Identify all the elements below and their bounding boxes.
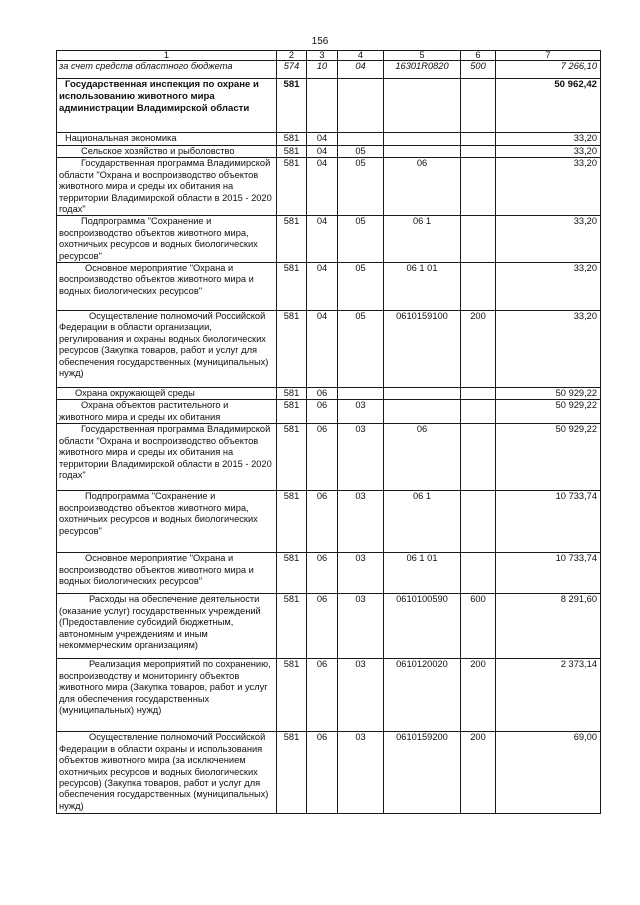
amount: 33,20	[496, 263, 601, 311]
target-article-code: 06 1 01	[384, 553, 461, 594]
amount: 69,00	[496, 732, 601, 814]
amount: 33,20	[496, 133, 601, 146]
table-row	[57, 491, 601, 553]
subsection-code: 05	[338, 311, 384, 388]
section-code: 06	[307, 553, 338, 594]
amount: 7 266,10	[496, 61, 601, 79]
section-code: 04	[307, 311, 338, 388]
expense-type-code	[461, 388, 496, 400]
column-header: 6	[461, 51, 496, 61]
subsection-code: 03	[338, 424, 384, 491]
target-article-code: 0610159200	[384, 732, 461, 814]
item-name: Расходы на обеспечение деятельности (оказание услуг) государственных учреждений (Предоставление субсидий бюджетным, автономным учреждениям и иным некоммерческим организациям)	[57, 594, 277, 659]
section-code: 04	[307, 216, 338, 263]
section-code: 06	[307, 400, 338, 424]
target-article-code	[384, 133, 461, 146]
target-article-code	[384, 388, 461, 400]
ministry-code: 581	[277, 553, 307, 594]
section-code: 06	[307, 594, 338, 659]
item-name: Государственная программа Владимирской области "Охрана и воспроизводство объектов животного мира и среды их обитания на территории Владимирской области в 2015 - 2020 годах"	[57, 424, 277, 491]
table-row	[57, 311, 601, 388]
ministry-code: 574	[277, 61, 307, 79]
column-header: 7	[496, 51, 601, 61]
ministry-code: 581	[277, 216, 307, 263]
table-row	[57, 216, 601, 263]
table-row	[57, 146, 601, 158]
table-row	[57, 158, 601, 216]
section-code: 06	[307, 732, 338, 814]
item-name: Сельское хозяйство и рыболовство	[57, 146, 277, 158]
expense-type-code: 500	[461, 61, 496, 79]
target-article-code: 06 1	[384, 491, 461, 553]
subsection-code: 05	[338, 263, 384, 311]
section-code: 04	[307, 133, 338, 146]
section-code: 10	[307, 61, 338, 79]
expense-type-code	[461, 491, 496, 553]
item-name: Подпрограмма "Сохранение и воспроизводство объектов животного мира, охотничьих ресурсов и водных биологических ресурсов"	[57, 491, 277, 553]
amount: 10 733,74	[496, 553, 601, 594]
target-article-code: 06	[384, 158, 461, 216]
target-article-code: 06	[384, 424, 461, 491]
ministry-code: 581	[277, 400, 307, 424]
column-header: 3	[307, 51, 338, 61]
table-row	[57, 732, 601, 814]
amount: 50 962,42	[496, 79, 601, 133]
table-row	[57, 263, 601, 311]
table-row	[57, 659, 601, 732]
target-article-code	[384, 146, 461, 158]
expense-type-code	[461, 424, 496, 491]
amount: 50 929,22	[496, 400, 601, 424]
item-name: Осуществление полномочий Российской Федерации в области организации, регулирования и охраны водных биологических ресурсов (Закупка товаров, работ и услуг для обеспечения государственных (муниципальных) нужд)	[57, 311, 277, 388]
section-code: 06	[307, 659, 338, 732]
ministry-code: 581	[277, 311, 307, 388]
expense-type-code	[461, 79, 496, 133]
amount: 33,20	[496, 216, 601, 263]
table-row	[57, 594, 601, 659]
ministry-code: 581	[277, 424, 307, 491]
target-article-code: 06 1	[384, 216, 461, 263]
subsection-code: 03	[338, 659, 384, 732]
table-row	[57, 400, 601, 424]
expense-type-code	[461, 158, 496, 216]
subsection-code	[338, 133, 384, 146]
target-article-code: 0610159100	[384, 311, 461, 388]
amount: 10 733,74	[496, 491, 601, 553]
section-code: 04	[307, 158, 338, 216]
amount: 33,20	[496, 311, 601, 388]
section-code: 04	[307, 263, 338, 311]
item-name: Охрана объектов растительного и животного мира и среды их обитания	[57, 400, 277, 424]
ministry-code: 581	[277, 732, 307, 814]
target-article-code: 0610100590	[384, 594, 461, 659]
item-name: Подпрограмма "Сохранение и воспроизводство объектов животного мира, охотничьих ресурсов и водных биологических ресурсов"	[57, 216, 277, 263]
table-row	[57, 553, 601, 594]
subsection-code: 05	[338, 158, 384, 216]
target-article-code: 0610120020	[384, 659, 461, 732]
ministry-code: 581	[277, 146, 307, 158]
expense-type-code: 600	[461, 594, 496, 659]
ministry-code: 581	[277, 133, 307, 146]
ministry-code: 581	[277, 594, 307, 659]
target-article-code	[384, 400, 461, 424]
amount: 2 373,14	[496, 659, 601, 732]
amount: 50 929,22	[496, 388, 601, 400]
budget-table	[56, 50, 601, 814]
column-header: 1	[57, 51, 277, 61]
item-name: Охрана окружающей среды	[57, 388, 277, 400]
target-article-code: 16301R0820	[384, 61, 461, 79]
target-article-code: 06 1 01	[384, 263, 461, 311]
section-code	[307, 79, 338, 133]
ministry-code: 581	[277, 158, 307, 216]
expense-type-code	[461, 146, 496, 158]
item-name: Реализация мероприятий по сохранению, воспроизводству и мониторингу объектов животного мира (Закупка товаров, работ и услуг для обеспечения государственных (муниципальных) нужд)	[57, 659, 277, 732]
subsection-code: 04	[338, 61, 384, 79]
expense-type-code	[461, 216, 496, 263]
column-header: 2	[277, 51, 307, 61]
subsection-code: 03	[338, 400, 384, 424]
subsection-code: 03	[338, 594, 384, 659]
table-row	[57, 79, 601, 133]
item-name: Основное мероприятие "Охрана и воспроизводство объектов животного мира и водных биологических ресурсов"	[57, 263, 277, 311]
table-row	[57, 388, 601, 400]
item-name: Национальная экономика	[57, 133, 277, 146]
column-header: 4	[338, 51, 384, 61]
item-name: Государственная инспекция по охране и использованию животного мира администрации Владимирской области	[57, 79, 277, 133]
expense-type-code	[461, 133, 496, 146]
item-name: Осуществление полномочий Российской Федерации в области охраны и использования объектов животного мира (за исключением охотничьих ресурсов и водных биологических ресурсов) (Закупка товаров, работ и услуг для обеспечения государственных (муниципальных) нужд)	[57, 732, 277, 814]
expense-type-code: 200	[461, 732, 496, 814]
column-header: 5	[384, 51, 461, 61]
page-number: 156	[311, 36, 329, 47]
target-article-code	[384, 79, 461, 133]
item-name: Государственная программа Владимирской области "Охрана и воспроизводство объектов животного мира и среды их обитания на территории Владимирской области в 2015 - 2020 годах"	[57, 158, 277, 216]
section-code: 04	[307, 146, 338, 158]
amount: 33,20	[496, 146, 601, 158]
expense-type-code: 200	[461, 659, 496, 732]
subsection-code: 05	[338, 146, 384, 158]
expense-type-code: 200	[461, 311, 496, 388]
ministry-code: 581	[277, 79, 307, 133]
subsection-code: 03	[338, 732, 384, 814]
table-row	[57, 133, 601, 146]
ministry-code: 581	[277, 388, 307, 400]
table-header-row	[57, 51, 601, 61]
table-row	[57, 424, 601, 491]
section-code: 06	[307, 491, 338, 553]
section-code: 06	[307, 388, 338, 400]
subsection-code: 05	[338, 216, 384, 263]
section-code: 06	[307, 424, 338, 491]
expense-type-code	[461, 400, 496, 424]
subsection-code: 03	[338, 491, 384, 553]
expense-type-code	[461, 263, 496, 311]
expense-type-code	[461, 553, 496, 594]
ministry-code: 581	[277, 659, 307, 732]
item-name: Основное мероприятие "Охрана и воспроизводство объектов животного мира и водных биологических ресурсов"	[57, 553, 277, 594]
amount: 50 929,22	[496, 424, 601, 491]
subsection-code: 03	[338, 553, 384, 594]
amount: 8 291,60	[496, 594, 601, 659]
table-row	[57, 61, 601, 79]
subsection-code	[338, 388, 384, 400]
ministry-code: 581	[277, 263, 307, 311]
subsection-code	[338, 79, 384, 133]
item-name: за счет средств областного бюджета	[57, 61, 277, 79]
amount: 33,20	[496, 158, 601, 216]
ministry-code: 581	[277, 491, 307, 553]
